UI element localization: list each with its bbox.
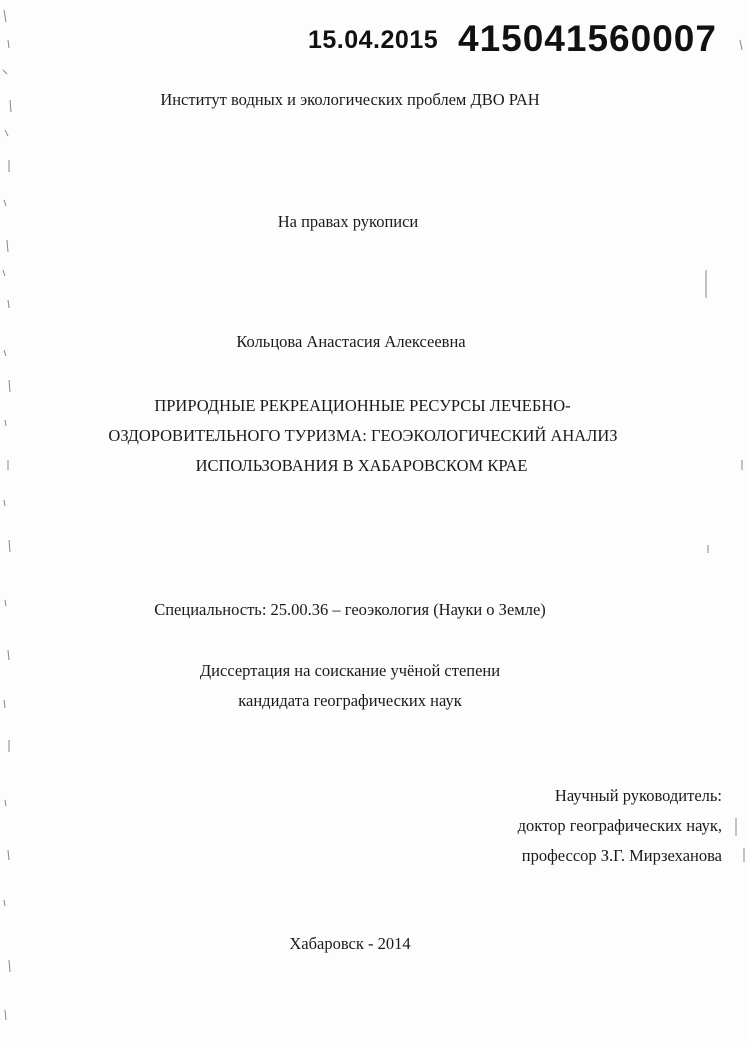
- author-name: Кольцова Анастасия Алексеевна: [236, 332, 466, 351]
- supervisor-block: [518, 781, 722, 871]
- degree-line: Диссертация на соискание учёной степени: [199, 661, 501, 680]
- title-line: ИСПОЛЬЗОВАНИЯ В ХАБАРОВСКОМ КРАЕ: [195, 456, 528, 475]
- title-line: ОЗДОРОВИТЕЛЬНОГО ТУРИЗМА: ГЕОЭКОЛОГИЧЕСКИЙ АНАЛИЗ: [108, 426, 618, 445]
- specialty: Специальность: 25.00.36 – геоэкология (Науки о Земле): [154, 600, 546, 619]
- degree-line: кандидата географических наук: [238, 691, 462, 710]
- title-line: ПРИРОДНЫЕ РЕКРЕАЦИОННЫЕ РЕСУРСЫ ЛЕЧЕБНО-: [154, 396, 571, 415]
- institute-name: Институт водных и экологических проблем ДВО РАН: [160, 90, 540, 109]
- city-year: Хабаровск - 2014: [289, 934, 411, 953]
- supervisor-name: профессор З.Г. Мирзеханова: [521, 846, 722, 865]
- stamp-number: 415041560007: [458, 18, 717, 59]
- supervisor-label: Научный руководитель:: [554, 786, 722, 805]
- stamp-date: 15.04.2015: [308, 26, 439, 54]
- supervisor-degree: доктор географических наук,: [517, 816, 722, 835]
- rights-note: На правах рукописи: [277, 212, 419, 231]
- dissertation-title: [0, 391, 750, 481]
